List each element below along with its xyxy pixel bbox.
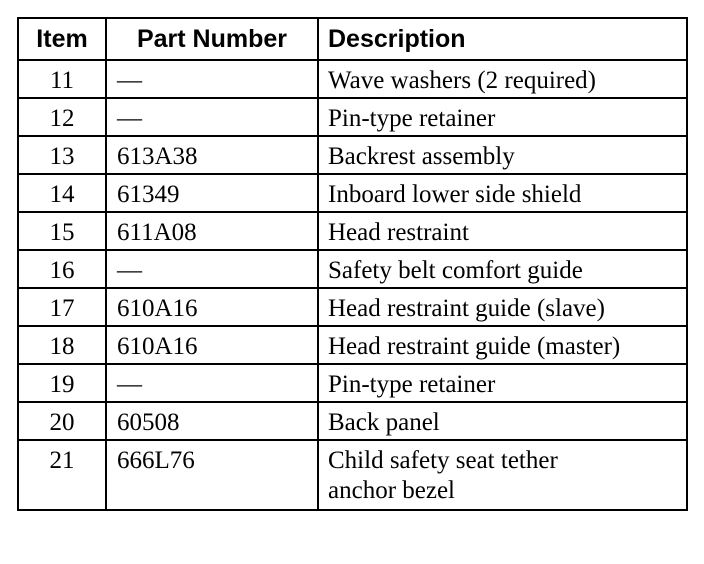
table-row	[18, 364, 687, 402]
description-cell: Wave washers (2 required)	[318, 60, 687, 98]
item-cell: 19	[18, 364, 106, 402]
item-cell: 11	[18, 60, 106, 98]
table-row	[18, 212, 687, 250]
item-cell: 12	[18, 98, 106, 136]
item-cell: 20	[18, 402, 106, 440]
item-cell: 18	[18, 326, 106, 364]
item-cell: 15	[18, 212, 106, 250]
table-row	[18, 136, 687, 174]
part-number-cell: —	[106, 60, 318, 98]
part-number-cell: 60508	[106, 402, 318, 440]
part-number-cell: —	[106, 364, 318, 402]
part-number-cell: —	[106, 250, 318, 288]
description-cell	[318, 440, 687, 510]
item-cell: 13	[18, 136, 106, 174]
description-cell: Pin-type retainer	[318, 98, 687, 136]
table-row	[18, 402, 687, 440]
parts-table	[17, 17, 688, 511]
description-cell: Head restraint guide (master)	[318, 326, 687, 364]
header-item: Item	[18, 18, 106, 60]
header-part-number: Part Number	[106, 18, 318, 60]
item-cell: 16	[18, 250, 106, 288]
description-cell: Head restraint	[318, 212, 687, 250]
item-cell: 17	[18, 288, 106, 326]
part-number-cell: 666L76	[106, 440, 318, 510]
part-number-cell: 613A38	[106, 136, 318, 174]
table-row	[18, 326, 687, 364]
description-cell: Head restraint guide (slave)	[318, 288, 687, 326]
table-row	[18, 98, 687, 136]
description-cell: Back panel	[318, 402, 687, 440]
description-cell: Safety belt comfort guide	[318, 250, 687, 288]
description-line: anchor bezel	[328, 477, 456, 504]
description-cell: Inboard lower side shield	[318, 174, 687, 212]
table-row	[18, 440, 687, 510]
description-cell: Backrest assembly	[318, 136, 687, 174]
item-cell: 21	[18, 440, 106, 510]
table-row	[18, 174, 687, 212]
header-description: Description	[318, 18, 687, 60]
description-line: Child safety seat tether	[328, 447, 558, 474]
table-row	[18, 60, 687, 98]
table-row	[18, 250, 687, 288]
header-row	[18, 18, 687, 60]
part-number-cell: 610A16	[106, 326, 318, 364]
description-cell: Pin-type retainer	[318, 364, 687, 402]
part-number-cell: —	[106, 98, 318, 136]
part-number-cell: 61349	[106, 174, 318, 212]
item-cell: 14	[18, 174, 106, 212]
part-number-cell: 610A16	[106, 288, 318, 326]
table-row	[18, 288, 687, 326]
part-number-cell: 611A08	[106, 212, 318, 250]
